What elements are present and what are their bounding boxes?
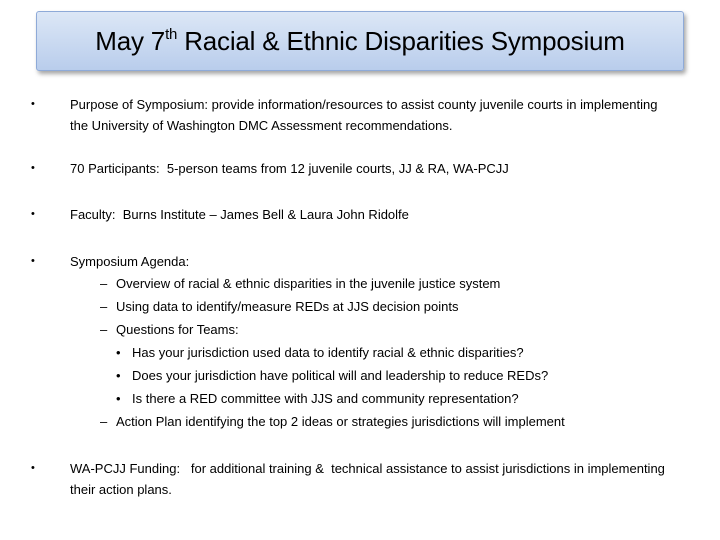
bullet-text — [70, 204, 670, 225]
bullet-dot: • — [31, 462, 35, 474]
bullet-label: Symposium Agenda: — [70, 254, 190, 269]
question-text: Does your jurisdiction have political will and leadership to reduce REDs? — [132, 368, 549, 383]
agenda-subitem — [70, 410, 670, 433]
bullet-body: provide information/resources to assist county juvenile courts in implementing the University of Washington DMC Assessment recommendations. — [70, 97, 658, 133]
agenda-subitem — [70, 295, 670, 318]
bullet-body: for additional training & technical assistance to assist jurisdictions in implementing their action plans. — [70, 461, 669, 497]
bullet-label: Faculty: — [70, 207, 116, 222]
bullet-label: WA-PCJJ Funding: — [70, 461, 181, 476]
title-superscript: th — [165, 25, 178, 43]
question-item — [70, 387, 670, 410]
dash-marker: – — [100, 299, 108, 314]
bullet-dot: • — [31, 208, 35, 220]
bullet-body: Burns Institute – James Bell & Laura John Ridolfe — [115, 207, 409, 222]
bullet-dot: • — [31, 98, 35, 110]
bullet-text — [70, 158, 670, 179]
dash-marker: – — [100, 414, 108, 429]
question-item — [70, 341, 670, 364]
question-text: Has your jurisdiction used data to identify racial & ethnic disparities? — [132, 345, 524, 360]
question-dot: • — [116, 368, 121, 383]
bullet-dot: • — [31, 255, 35, 267]
question-item — [70, 364, 670, 387]
title-suffix: Racial & Ethnic Disparities Symposium — [177, 25, 625, 56]
agenda-subitem — [70, 318, 670, 341]
bullet-label: 70 Participants: — [70, 161, 160, 176]
agenda-subitem-text: Using data to identify/measure REDs at JJS decision points — [116, 299, 459, 314]
bullet-dot: • — [31, 162, 35, 174]
bullet-text — [70, 251, 670, 433]
question-dot: • — [116, 345, 121, 360]
question-text: Is there a RED committee with JJS and community representation? — [132, 391, 519, 406]
agenda-subitem-text: Overview of racial & ethnic disparities in the juvenile justice system — [116, 276, 501, 291]
bullet-text — [70, 458, 670, 500]
agenda-subitem-text: Action Plan identifying the top 2 ideas or strategies jurisdictions will implement — [116, 414, 565, 429]
dash-marker: – — [100, 322, 108, 337]
bullet-text — [70, 94, 670, 136]
bullet-label: Purpose of Symposium: — [70, 97, 209, 112]
agenda-subitem — [70, 272, 670, 295]
bullet-body: 5-person teams from 12 juvenile courts, JJ & RA, WA-PCJJ — [159, 161, 509, 176]
title-banner — [36, 11, 684, 71]
question-dot: • — [116, 391, 121, 406]
agenda-subitem-text: Questions for Teams: — [116, 322, 239, 337]
slide-title — [95, 26, 625, 57]
dash-marker: – — [100, 276, 108, 291]
title-prefix: May 7 — [95, 25, 166, 56]
